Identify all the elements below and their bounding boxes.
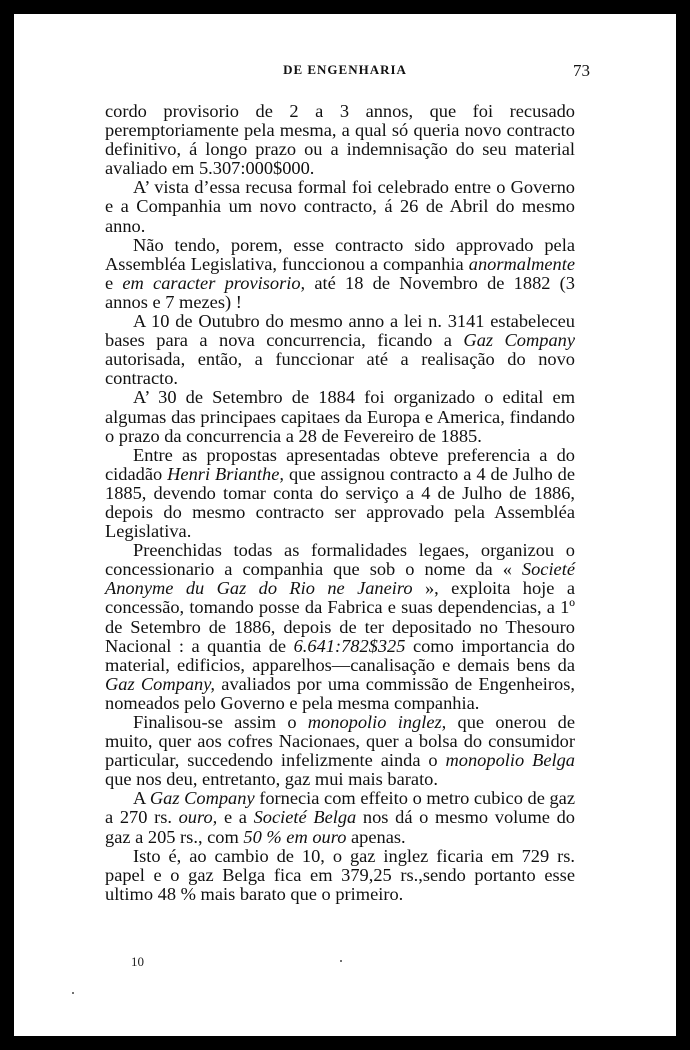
text-run: que assignou contracto a 4 de Julho de 1885, devendo tomar conta do serviço a 4 de Julho de 1886, depois do mesmo contracto ser approvado pela Assembléa Legislativa.	[105, 463, 576, 542]
text-run: até 18 de Novembro de 1882 (3 annos e 7 mezes) !	[105, 272, 575, 312]
text-run: cordo provisorio de 2 a 3 annos, que foi recusado peremptoriamente pela mesma, a qual só queria novo contracto definitivo, á longo prazo ou a indemnisação do seu material avaliado em 5.307:000$000.	[105, 101, 575, 179]
paragraph	[105, 178, 575, 235]
text-run: A 10 de Outubro do mesmo anno a lei n. 3141 estabeleceu bases para a nova concurrencia, ficando a	[105, 311, 575, 351]
paragraph	[105, 789, 575, 846]
paragraph	[105, 388, 575, 445]
italic-run: ouro,	[178, 807, 218, 828]
italic-run: em caracter provisorio,	[122, 272, 306, 293]
text-run: como importancia do material, edificios, apparelhos—canalisação e demais bens da	[105, 635, 575, 675]
text-run: nos dá o mesmo volume do gaz a 205 rs., com	[105, 807, 575, 847]
text-run: Entre as propostas apresentadas obteve preferencia a do cidadão	[105, 444, 575, 484]
text-run: autorisada, então, a funccionar até a realisação do novo contracto.	[105, 349, 575, 389]
text-run: A’ vista d’essa recusa formal foi celebrado entre o Governo e a Companhia um novo contracto, á 26 de Abril do mesmo anno.	[105, 177, 575, 236]
printer-signature-mark: 10	[131, 954, 144, 969]
paragraph	[105, 713, 575, 789]
text-run: Preenchidas todas as formalidades legaes, organizou o concessionario a companhia que sob o nome da «	[105, 540, 575, 580]
text-run: Isto é, ao cambio de 10, o gaz inglez ficaria em 729 rs. papel e o gaz Belga fica em 379,25 rs.,sendo portanto esse ultimo 48 % mais barato que o primeiro.	[105, 845, 575, 904]
text-run: que nos deu, entretanto, gaz mui mais barato.	[105, 769, 438, 790]
text-run: », exploita hoje a concessão, tomando posse da Fabrica e suas dependencias, a 1º de Setembro de 1886, depois de ter depositado no Thesouro Nacional : a quantia de	[105, 578, 575, 656]
text-run: e a	[217, 807, 254, 828]
italic-run: Societé Belga	[253, 807, 357, 828]
italic-run: Gaz Company,	[105, 673, 215, 694]
print-speck	[340, 960, 342, 962]
paragraph	[105, 236, 575, 312]
paragraph	[105, 312, 575, 388]
italic-run: Gaz Company	[149, 788, 255, 809]
text-run: Não tendo, porem, esse contracto sido approvado pela Assembléa Legislativa, funccionou a companhia	[105, 234, 575, 274]
italic-run: Gaz Company	[463, 330, 575, 351]
italic-run: Henri Brianthe,	[167, 463, 284, 484]
running-title: DE ENGENHARIA	[283, 62, 407, 77]
paragraph	[105, 847, 575, 904]
italic-run: monopolio Belga	[445, 750, 575, 771]
running-head	[14, 62, 676, 84]
italic-run: monopolio inglez,	[307, 712, 447, 732]
text-run: Finalisou-se assim o	[133, 712, 308, 732]
text-run: apenas.	[346, 826, 406, 847]
text-run: avaliados por uma commissão de Engenheiros, nomeados pelo Governo e pela mesma companhia.	[105, 673, 575, 713]
text-run: e	[105, 272, 123, 293]
text-run: que onerou de muito, quer aos cofres Nacionaes, quer a bolsa do consumidor particular, succedendo infelizmente ainda o	[105, 712, 576, 771]
paragraph	[105, 102, 575, 178]
italic-run: 50 % em ouro	[243, 826, 347, 847]
italic-run: anormalmente	[468, 253, 575, 274]
italic-run: 6.641:782$325	[293, 635, 406, 656]
print-speck	[72, 992, 74, 994]
body-text	[105, 102, 575, 904]
paragraph	[105, 446, 575, 541]
text-run: fornecia com effeito o metro cubico de gaz a 270 rs.	[105, 788, 575, 828]
text-run: A’ 30 de Setembro de 1884 foi organizado o edital em algumas das principaes capitaes da Europa e America, findando o prazo da concurrencia a 28 de Fevereiro de 1885.	[105, 387, 575, 446]
book-page	[14, 14, 676, 1036]
paragraph	[105, 541, 575, 713]
text-run: A	[133, 788, 150, 809]
page-number: 73	[573, 61, 590, 80]
italic-run: Societé Anonyme du Gaz do Rio ne Janeiro	[105, 559, 575, 599]
